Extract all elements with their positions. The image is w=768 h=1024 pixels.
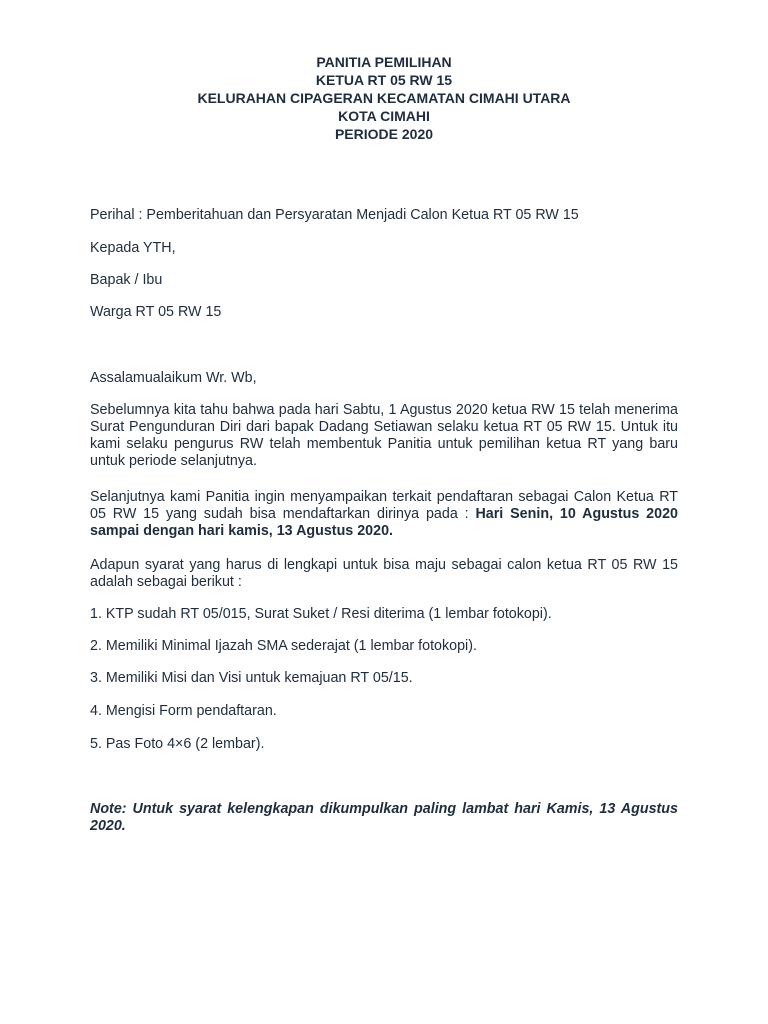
header-district: KELURAHAN CIPAGERAN KECAMATAN CIMAHI UTARA (197, 90, 571, 106)
registration-dates: Hari Senin, 10 Agustus 2020 sampai dengan hari kamis, 13 Agustus 2020. (90, 506, 678, 539)
header-committee: PANITIA PEMILIHAN (316, 54, 452, 70)
list-item: 1. KTP sudah RT 05/015, Surat Suket / Resi diterima (1 lembar fotokopi). (90, 606, 552, 622)
list-item: 2. Memiliki Minimal Ijazah SMA sederajat (1 lembar fotokopi). (90, 638, 477, 654)
list-item: 5. Pas Foto 4×6 (2 lembar). (90, 736, 265, 752)
header-period: PERIODE 2020 (334, 126, 434, 142)
subject-line: Perihal : Pemberitahuan dan Persyaratan Menjadi Calon Ketua RT 05 RW 15 (90, 207, 579, 223)
paragraph-background: Sebelumnya kita tahu bahwa pada hari Sabtu, 1 Agustus 2020 ketua RW 15 telah menerima Surat Pengunduran Diri dari bapak Dadang Setiawan selaku ketua RT 05 RW 15. Untuk itu kami selaku pengurus RW telah membentuk Panitia untuk pemilihan ketua RT yang baru untuk periode selanjutnya. (90, 402, 678, 469)
recipient-title: Bapak / Ibu (90, 272, 163, 288)
header-position: KETUA RT 05 RW 15 (315, 72, 453, 88)
list-item: 3. Memiliki Misi dan Visi untuk kemajuan RT 05/15. (90, 670, 413, 686)
registration-text: Selanjutnya kami Panitia ingin menyampaikan terkait pendaftaran sebagai Calon Ketua RT 05 RW 15 yang sudah bisa mendaftarkan dirinya pada : (90, 489, 678, 522)
letter-header (0, 53, 768, 143)
greeting: Assalamualaikum Wr. Wb, (90, 370, 257, 386)
header-city: KOTA CIMAHI (338, 108, 430, 124)
list-item: 4. Mengisi Form pendaftaran. (90, 703, 277, 719)
note: Note: Untuk syarat kelengkapan dikumpulkan paling lambat hari Kamis, 13 Agustus 2020. (90, 801, 678, 834)
recipient-line: Kepada YTH, (90, 240, 176, 256)
paragraph-requirements-intro: Adapun syarat yang harus di lengkapi untuk bisa maju sebagai calon ketua RT 05 RW 15 adalah sebagai berikut : (90, 557, 678, 590)
recipient-name: Warga RT 05 RW 15 (90, 304, 222, 320)
paragraph-registration (90, 489, 678, 540)
